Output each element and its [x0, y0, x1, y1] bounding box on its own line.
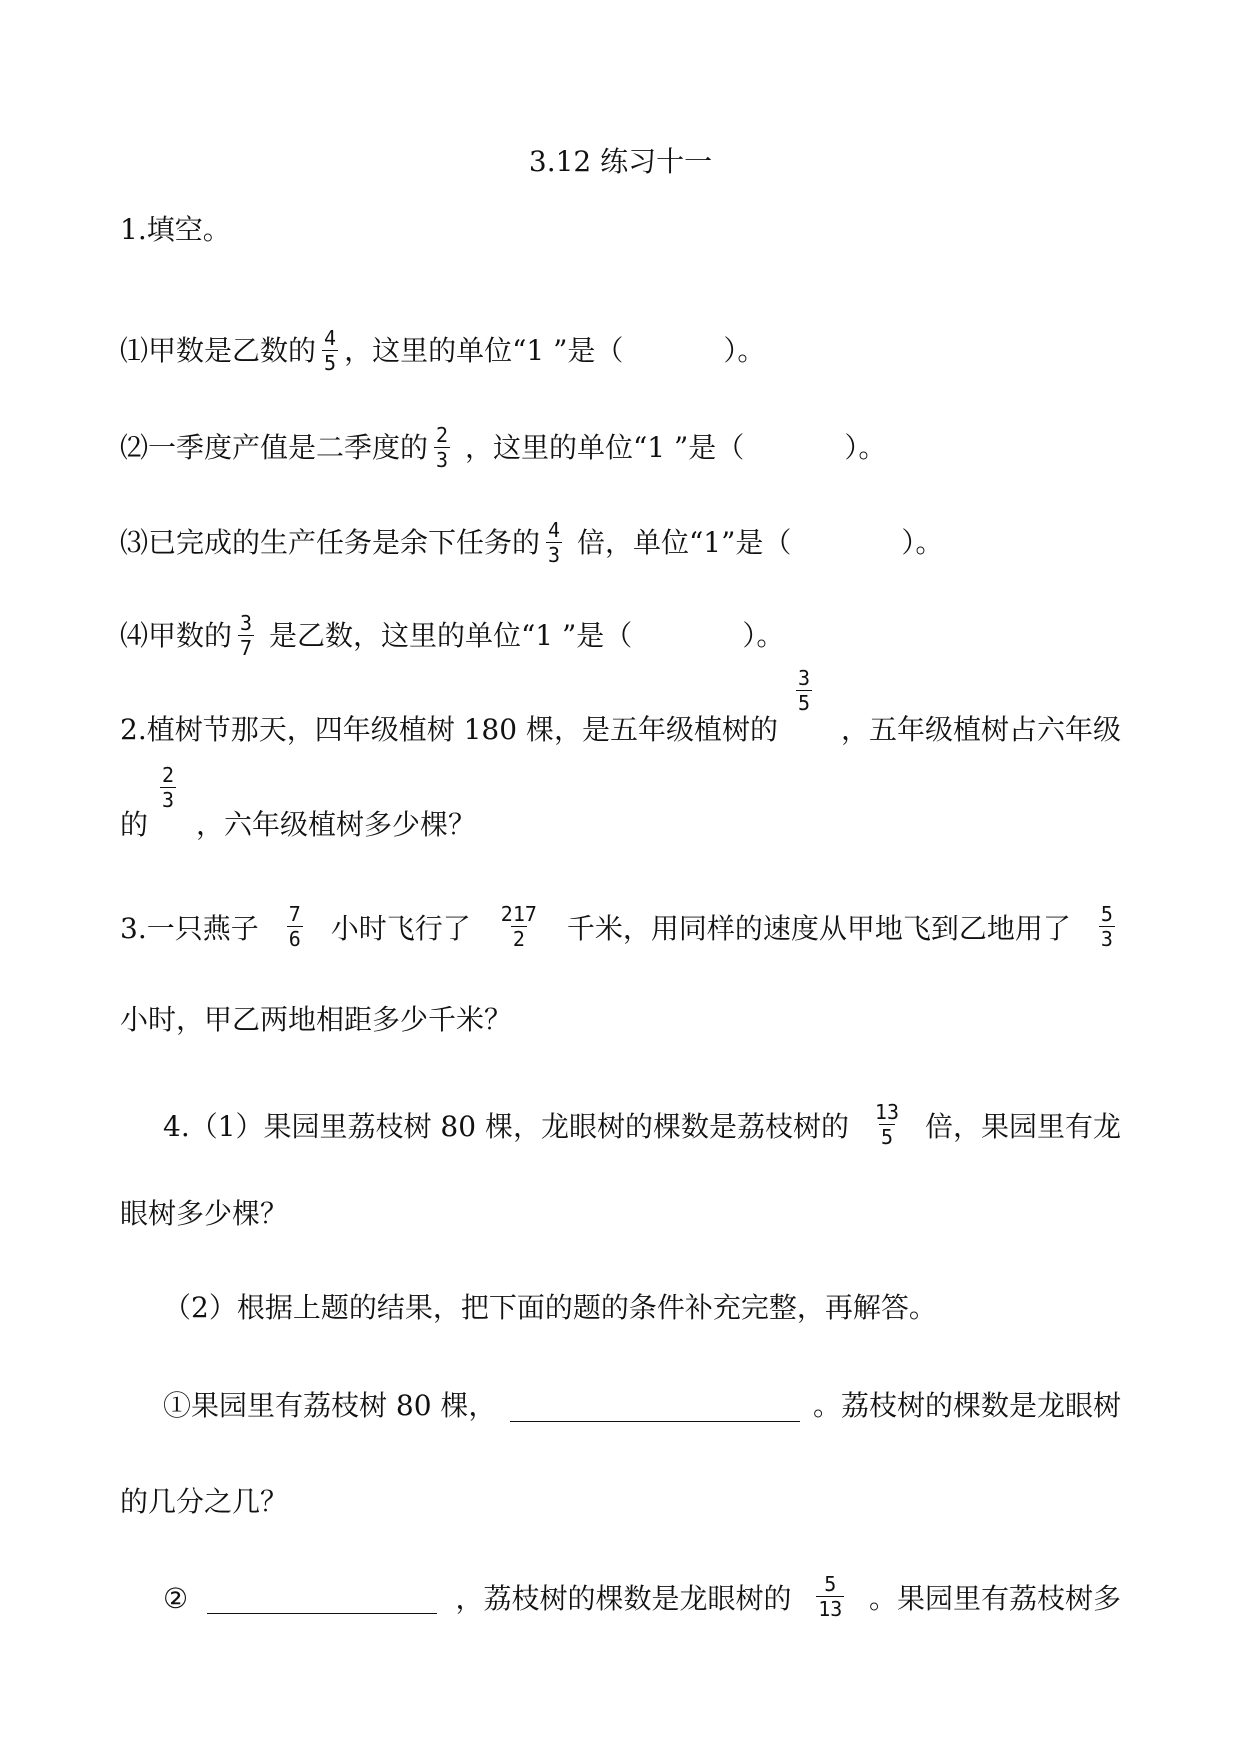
q4-sub-2-line-1: ② ，荔枝树的棵数是龙眼树的 $\frac{5}{13}$ 。果园里有荔枝树多	[163, 1572, 1121, 1621]
fraction: $\frac{5}{13}$	[818, 1572, 843, 1621]
q2-fraction-2: $\frac{2}{3}$	[162, 763, 175, 812]
q2-fraction-1: $\frac{3}{5}$	[798, 666, 811, 715]
q3-line-2: 小时，甲乙两地相距多少千米？	[120, 1003, 513, 1036]
fraction: $\frac{3}{7}$	[240, 611, 253, 660]
q4-sub-1-line-2: 的几分之几？	[120, 1485, 289, 1518]
q4-part-1-line-2: 眼树多少棵？	[120, 1197, 289, 1230]
q4-part-1-line-1: 4.（1）果园里荔枝树 80 棵，龙眼树的棵数是荔枝树的 $\frac{13}{5}$ 倍，果园里有龙	[163, 1100, 1121, 1149]
q1-item-3: ⑶已完成的生产任务是余下任务的 $\frac{4}{3}$ 倍，单位“1”是（ ）。	[120, 518, 944, 567]
q1-heading: 1.填空。	[120, 213, 231, 246]
fraction: $\frac{217}{2}$	[500, 902, 537, 951]
fraction: $\frac{4}{3}$	[548, 518, 561, 567]
q2-line-2: 的 ，六年级植树多少棵？	[120, 808, 477, 841]
q2-line-1: 2.植树节那天，四年级植树 180 棵，是五年级植树的 ，五年级植树占六年级	[120, 713, 1121, 746]
q1-item-1: ⑴甲数是乙数的 $\frac{4}{5}$ ，这里的单位“1 ”是（ ）。	[120, 326, 766, 375]
fill-in-underline[interactable]	[510, 1391, 800, 1422]
q3-line-1: 3.一只燕子 $\frac{7}{6}$ 小时飞行了 $\frac{217}{2}$ 千米，用同样的速度从甲地飞到乙地用了 $\frac{5}{3}$	[120, 902, 1113, 951]
page-title: 3.12 练习十一	[528, 145, 713, 178]
fraction: $\frac{2}{3}$	[436, 423, 449, 472]
fraction: $\frac{7}{6}$	[288, 902, 301, 951]
q1-item-4: ⑷甲数的 $\frac{3}{7}$ 是乙数，这里的单位“1 ”是（ ）。	[120, 611, 785, 660]
fraction: $\frac{13}{5}$	[874, 1100, 900, 1149]
q1-item-2: ⑵一季度产值是二季度的 $\frac{2}{3}$ ，这里的单位“1 ”是（ ）。	[120, 423, 887, 472]
fraction: $\frac{4}{5}$	[324, 326, 337, 375]
fill-in-underline[interactable]	[207, 1583, 437, 1614]
fraction: $\frac{5}{3}$	[1100, 902, 1113, 951]
q4-sub-1-line-1: ①果园里有荔枝树 80 棵， 。荔枝树的棵数是龙眼树	[163, 1389, 1121, 1422]
q4-part-2: （2）根据上题的结果，把下面的题的条件补充完整，再解答。	[163, 1291, 937, 1324]
